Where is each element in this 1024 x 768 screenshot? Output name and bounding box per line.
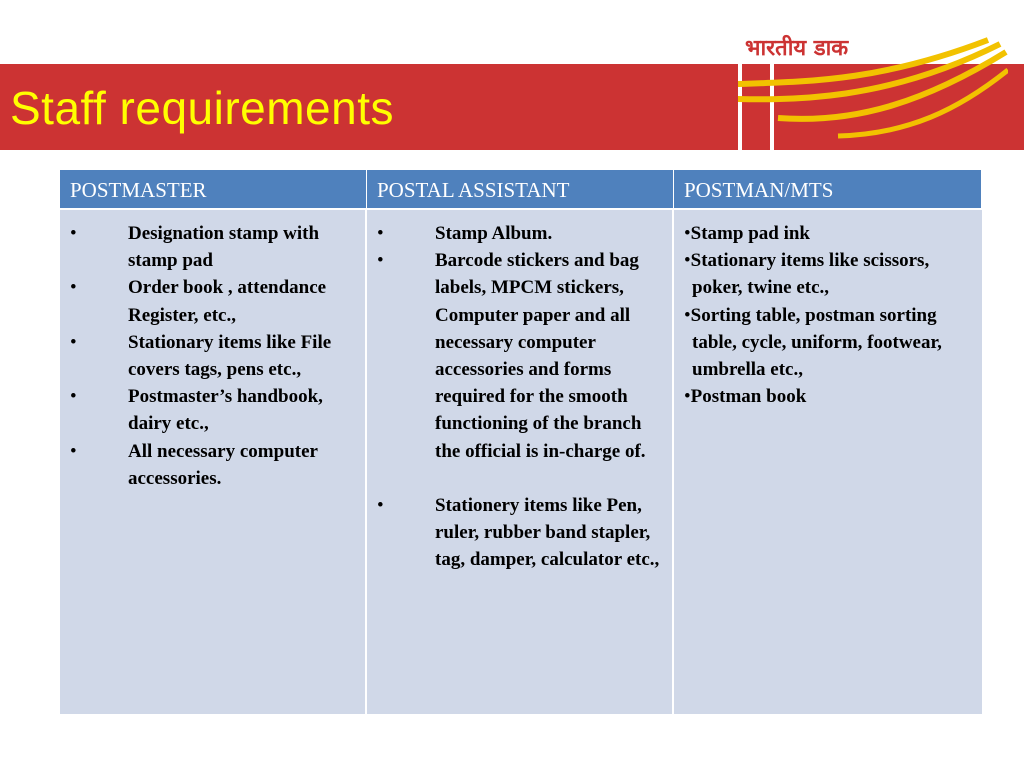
list-item: • All necessary computer accessories. <box>60 438 365 492</box>
list-item: • Order book , attendance Register, etc., <box>60 274 365 328</box>
list-item: • Postmaster’s handbook, dairy etc., <box>60 383 365 437</box>
bullet-icon: • <box>377 250 384 272</box>
postmaster-list <box>60 220 365 492</box>
list-item: • Designation stamp with stamp pad <box>60 220 365 274</box>
requirements-table <box>60 170 982 714</box>
column-header-postal-assistant: POSTAL ASSISTANT <box>367 170 674 210</box>
postman-list <box>674 220 982 410</box>
list-item: •Sorting table, postman sorting table, cycle, uniform, footwear, umbrella etc., <box>684 304 942 381</box>
slide-title: Staff requirements <box>10 82 395 134</box>
list-item: • Stamp Album. <box>367 220 672 247</box>
postman-cell <box>674 210 982 714</box>
bullet-icon: • <box>70 223 77 244</box>
postal-assistant-list <box>367 220 672 573</box>
list-item: •Postman book <box>684 386 807 408</box>
list-item: • Barcode stickers and bag labels, MPCM stickers, Computer paper and all necessary computer accessories and forms required for the smooth functioning of the branch the official is in-charge of. <box>367 247 672 465</box>
list-item: •Stamp pad ink <box>684 223 810 244</box>
india-post-logo <box>738 0 1008 150</box>
list-item: •Stationary items like scissors, poker, twine etc., <box>684 250 930 299</box>
column-header-postman: POSTMAN/MTS <box>674 170 982 210</box>
bullet-icon: • <box>70 331 77 353</box>
postal-assistant-cell <box>367 210 674 714</box>
india-post-logo-text: भारतीय डाक <box>745 36 849 61</box>
bullet-icon: • <box>70 386 77 408</box>
bullet-icon: • <box>684 386 691 408</box>
list-item: • Stationary items like File covers tags, pens etc., <box>60 329 365 383</box>
bullet-icon: • <box>684 250 691 272</box>
list-item: • Stationery items like Pen, ruler, rubber band stapler, tag, damper, calculator etc., <box>367 492 672 574</box>
postmaster-cell <box>60 210 367 714</box>
bullet-icon: • <box>377 223 384 244</box>
bullet-icon: • <box>70 440 77 462</box>
bullet-icon: • <box>70 277 77 299</box>
bullet-icon: • <box>377 494 384 516</box>
column-header-postmaster: POSTMASTER <box>60 170 367 210</box>
bullet-icon: • <box>684 304 691 326</box>
bullet-icon: • <box>684 223 691 244</box>
